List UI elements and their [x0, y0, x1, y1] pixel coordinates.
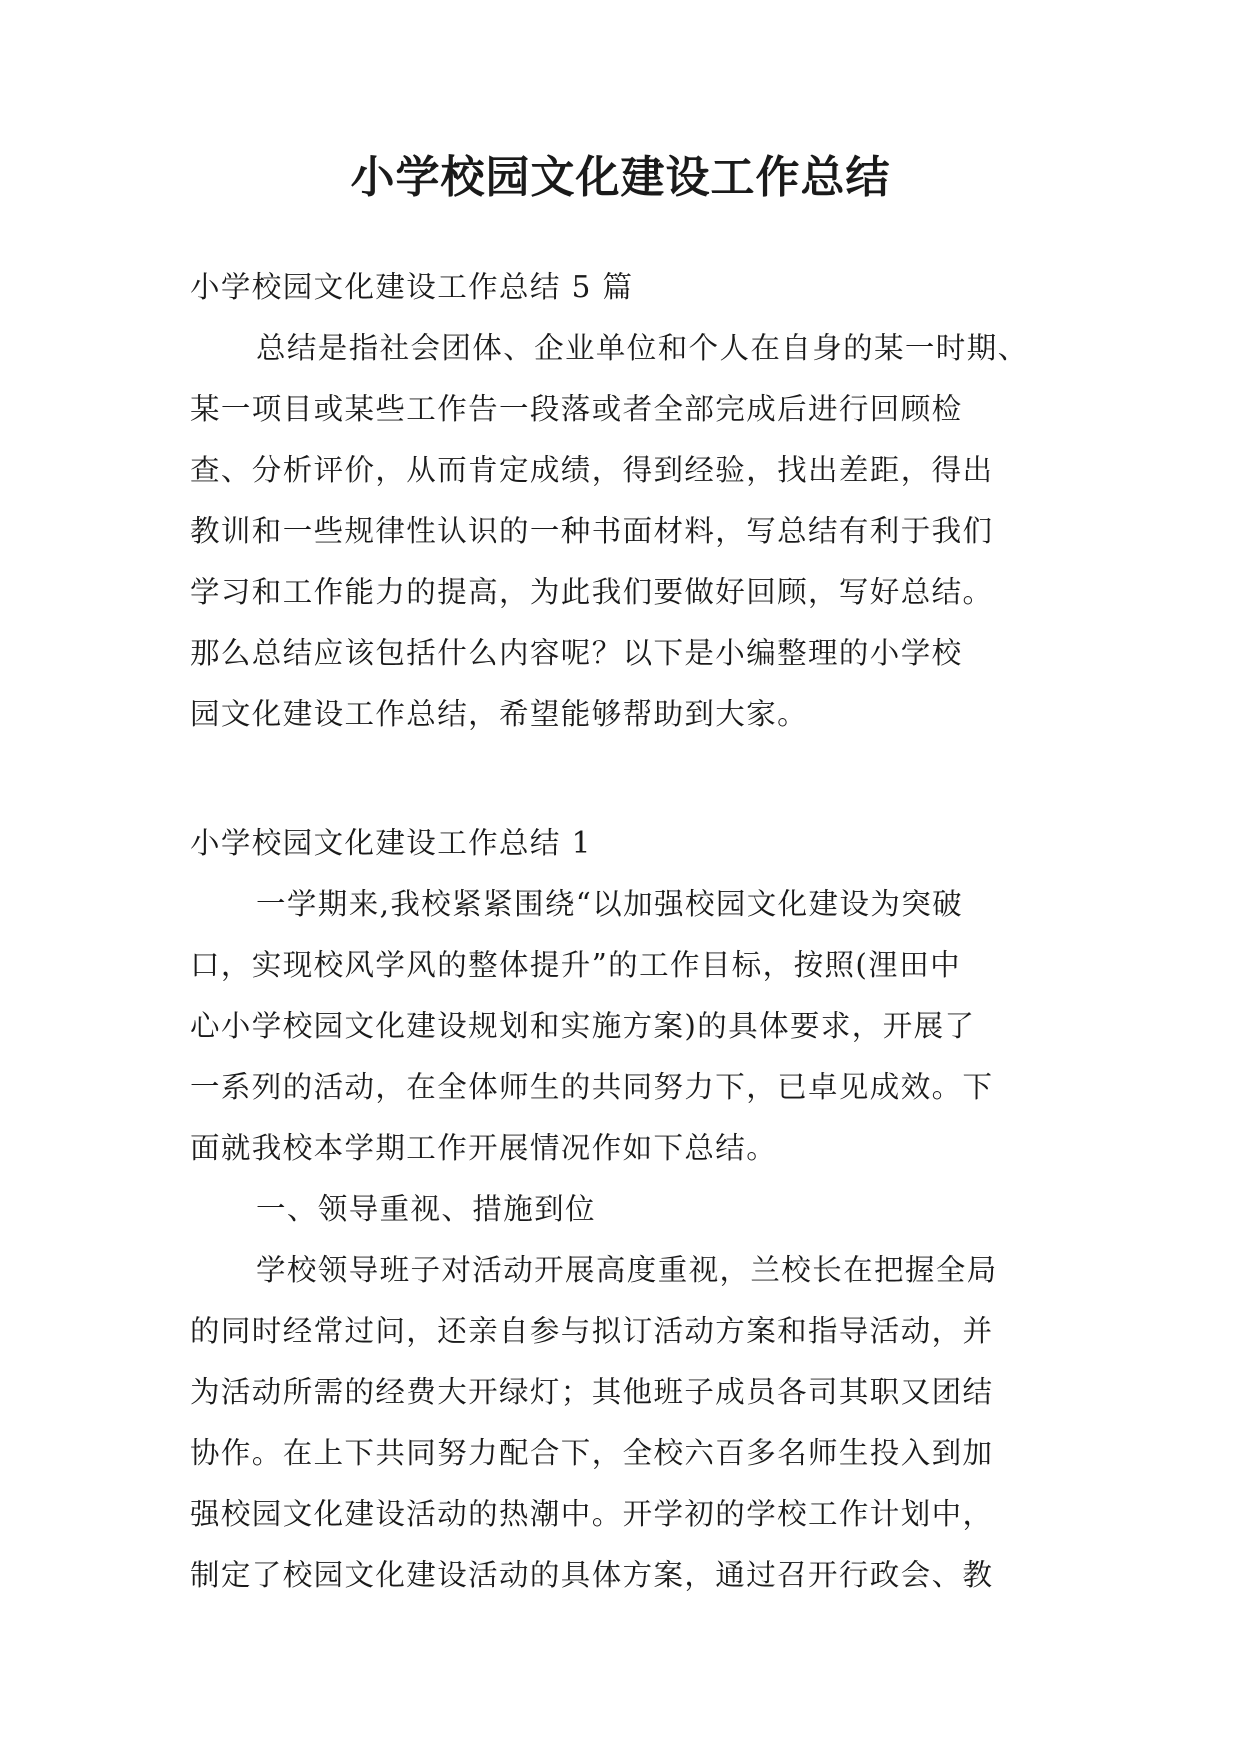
paragraph-line: 学校领导班子对活动开展高度重视，兰校长在把握全局 [256, 1253, 998, 1287]
paragraph-line: 心小学校园文化建设规划和实施方案)的具体要求，开展了 [190, 1009, 976, 1043]
subsection-heading: 一、领导重视、措施到位 [256, 1192, 596, 1226]
paragraph-line: 协作。在上下共同努力配合下，全校六百多名师生投入到加 [190, 1436, 994, 1470]
paragraph-line: 为活动所需的经费大开绿灯；其他班子成员各司其职又团结 [190, 1375, 994, 1409]
document-body [190, 257, 1050, 1606]
paragraph-line: 一系列的活动，在全体师生的共同努力下，已卓见成效。下 [190, 1070, 994, 1104]
intro-line: 查、分析评价，从而肯定成绩，得到经验，找出差距，得出 [190, 453, 994, 487]
paragraph-spacer [190, 745, 1050, 813]
intro-line: 学习和工作能力的提高，为此我们要做好回顾，写好总结。 [190, 575, 994, 609]
intro-line: 某一项目或某些工作告一段落或者全部完成后进行回顾检 [190, 392, 963, 426]
intro-line: 那么总结应该包括什么内容呢？以下是小编整理的小学校 [190, 636, 963, 670]
intro-line: 园文化建设工作总结，希望能够帮助到大家。 [190, 697, 809, 731]
paragraph-line: 制定了校园文化建设活动的具体方案，通过召开行政会、教 [190, 1558, 994, 1592]
paragraph-line: 口，实现校风学风的整体提升”的工作目标，按照(浬田中 [190, 948, 961, 982]
document-subtitle: 小学校园文化建设工作总结 5 篇 [190, 270, 634, 304]
document-title: 小学校园文化建设工作总结 [350, 152, 891, 203]
intro-line: 总结是指社会团体、企业单位和个人在自身的某一时期、 [256, 331, 1029, 365]
section-heading: 小学校园文化建设工作总结 1 [190, 826, 592, 860]
paragraph-line: 一学期来,我校紧紧围绕“以加强校园文化建设为突破 [256, 887, 964, 921]
paragraph-line: 强校园文化建设活动的热潮中。开学初的学校工作计划中， [190, 1497, 994, 1531]
paragraph-line: 的同时经常过问，还亲自参与拟订活动方案和指导活动，并 [190, 1314, 994, 1348]
intro-line: 教训和一些规律性认识的一种书面材料，写总结有利于我们 [190, 514, 994, 548]
paragraph-line: 面就我校本学期工作开展情况作如下总结。 [190, 1131, 778, 1165]
